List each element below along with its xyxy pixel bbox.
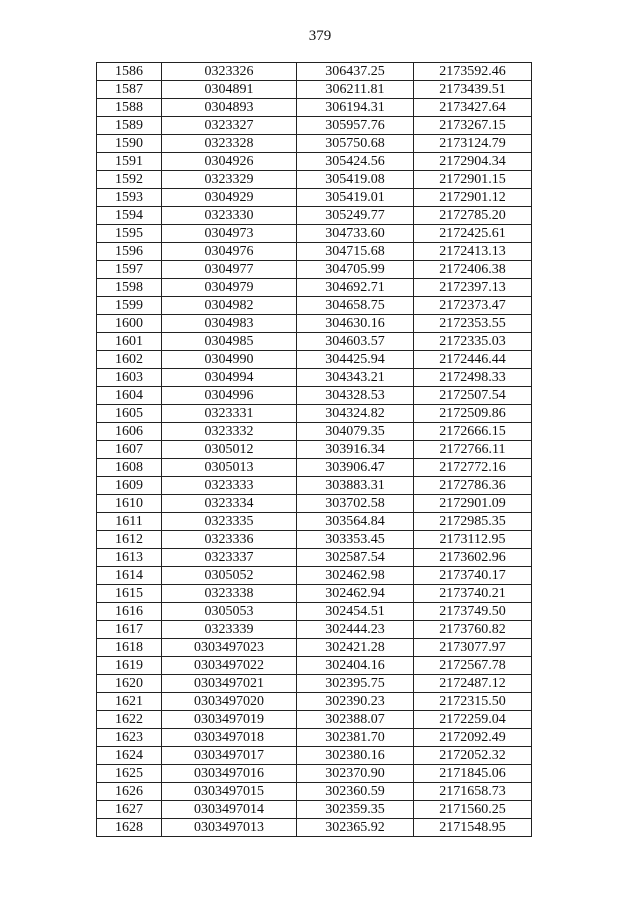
table-row [97,243,532,261]
row-number-cell: 1615 [97,585,162,603]
row-number-cell: 1605 [97,405,162,423]
y-coordinate-cell: 2171560.25 [414,801,532,819]
x-coordinate-cell: 302462.98 [297,567,414,585]
point-id-cell: 0304893 [162,99,297,117]
point-id-cell: 0305053 [162,603,297,621]
x-coordinate-cell: 302370.90 [297,765,414,783]
table-row [97,189,532,207]
x-coordinate-cell: 303702.58 [297,495,414,513]
x-coordinate-cell: 303564.84 [297,513,414,531]
table-row [97,297,532,315]
row-number-cell: 1610 [97,495,162,513]
x-coordinate-cell: 304324.82 [297,405,414,423]
x-coordinate-cell: 303916.34 [297,441,414,459]
x-coordinate-cell: 302404.16 [297,657,414,675]
point-id-cell: 0304996 [162,387,297,405]
row-number-cell: 1625 [97,765,162,783]
row-number-cell: 1626 [97,783,162,801]
point-id-cell: 0304976 [162,243,297,261]
table-row [97,819,532,837]
table-row [97,783,532,801]
y-coordinate-cell: 2173439.51 [414,81,532,99]
table-row [97,387,532,405]
point-id-cell: 0304983 [162,315,297,333]
row-number-cell: 1612 [97,531,162,549]
row-number-cell: 1593 [97,189,162,207]
x-coordinate-cell: 302462.94 [297,585,414,603]
table-row [97,261,532,279]
x-coordinate-cell: 303906.47 [297,459,414,477]
table-row [97,99,532,117]
y-coordinate-cell: 2172901.12 [414,189,532,207]
x-coordinate-cell: 304692.71 [297,279,414,297]
y-coordinate-cell: 2172335.03 [414,333,532,351]
x-coordinate-cell: 304733.60 [297,225,414,243]
x-coordinate-cell: 304328.53 [297,387,414,405]
y-coordinate-cell: 2171658.73 [414,783,532,801]
table-row [97,693,532,711]
x-coordinate-cell: 303353.45 [297,531,414,549]
y-coordinate-cell: 2172904.34 [414,153,532,171]
y-coordinate-cell: 2173077.97 [414,639,532,657]
point-id-cell: 0304926 [162,153,297,171]
y-coordinate-cell: 2173602.96 [414,549,532,567]
row-number-cell: 1603 [97,369,162,387]
point-id-cell: 0303497015 [162,783,297,801]
point-id-cell: 0323336 [162,531,297,549]
row-number-cell: 1599 [97,297,162,315]
y-coordinate-cell: 2171548.95 [414,819,532,837]
y-coordinate-cell: 2172567.78 [414,657,532,675]
y-coordinate-cell: 2172259.04 [414,711,532,729]
table-row [97,765,532,783]
row-number-cell: 1595 [97,225,162,243]
table-row [97,585,532,603]
row-number-cell: 1619 [97,657,162,675]
point-id-cell: 0303497013 [162,819,297,837]
point-id-cell: 0323331 [162,405,297,423]
row-number-cell: 1613 [97,549,162,567]
row-number-cell: 1600 [97,315,162,333]
x-coordinate-cell: 302444.23 [297,621,414,639]
row-number-cell: 1587 [97,81,162,99]
x-coordinate-cell: 304603.57 [297,333,414,351]
y-coordinate-cell: 2172509.86 [414,405,532,423]
row-number-cell: 1607 [97,441,162,459]
x-coordinate-cell: 304715.68 [297,243,414,261]
point-id-cell: 0323327 [162,117,297,135]
table-row [97,477,532,495]
table-row [97,531,532,549]
row-number-cell: 1609 [97,477,162,495]
table-row [97,279,532,297]
point-id-cell: 0304977 [162,261,297,279]
y-coordinate-cell: 2172785.20 [414,207,532,225]
y-coordinate-cell: 2173740.21 [414,585,532,603]
y-coordinate-cell: 2172373.47 [414,297,532,315]
table-row [97,369,532,387]
row-number-cell: 1621 [97,693,162,711]
row-number-cell: 1596 [97,243,162,261]
point-id-cell: 0305052 [162,567,297,585]
row-number-cell: 1606 [97,423,162,441]
point-id-cell: 0323329 [162,171,297,189]
point-id-cell: 0303497023 [162,639,297,657]
x-coordinate-cell: 302359.35 [297,801,414,819]
x-coordinate-cell: 305249.77 [297,207,414,225]
y-coordinate-cell: 2172766.11 [414,441,532,459]
y-coordinate-cell: 2172406.38 [414,261,532,279]
row-number-cell: 1592 [97,171,162,189]
y-coordinate-cell: 2172985.35 [414,513,532,531]
y-coordinate-cell: 2172507.54 [414,387,532,405]
row-number-cell: 1591 [97,153,162,171]
point-id-cell: 0304891 [162,81,297,99]
table-row [97,567,532,585]
y-coordinate-cell: 2173749.50 [414,603,532,621]
x-coordinate-cell: 302360.59 [297,783,414,801]
row-number-cell: 1614 [97,567,162,585]
point-id-cell: 0303497019 [162,711,297,729]
row-number-cell: 1624 [97,747,162,765]
y-coordinate-cell: 2172498.33 [414,369,532,387]
table-row [97,549,532,567]
row-number-cell: 1628 [97,819,162,837]
point-id-cell: 0303497020 [162,693,297,711]
table-row [97,333,532,351]
point-id-cell: 0304929 [162,189,297,207]
row-number-cell: 1597 [97,261,162,279]
table-row [97,81,532,99]
table-row [97,405,532,423]
point-id-cell: 0323335 [162,513,297,531]
x-coordinate-cell: 304425.94 [297,351,414,369]
point-id-cell: 0323328 [162,135,297,153]
table-row [97,657,532,675]
row-number-cell: 1618 [97,639,162,657]
table-row [97,675,532,693]
table-row [97,153,532,171]
table-row [97,801,532,819]
table-row [97,423,532,441]
point-id-cell: 0303497021 [162,675,297,693]
table-body [97,63,532,837]
y-coordinate-cell: 2172666.15 [414,423,532,441]
x-coordinate-cell: 305750.68 [297,135,414,153]
table-row [97,495,532,513]
y-coordinate-cell: 2173592.46 [414,63,532,81]
point-id-cell: 0303497018 [162,729,297,747]
point-id-cell: 0305012 [162,441,297,459]
row-number-cell: 1588 [97,99,162,117]
point-id-cell: 0323332 [162,423,297,441]
y-coordinate-cell: 2172425.61 [414,225,532,243]
x-coordinate-cell: 302395.75 [297,675,414,693]
row-number-cell: 1627 [97,801,162,819]
x-coordinate-cell: 304343.21 [297,369,414,387]
point-id-cell: 0323334 [162,495,297,513]
point-id-cell: 0303497014 [162,801,297,819]
table-row [97,711,532,729]
row-number-cell: 1586 [97,63,162,81]
point-id-cell: 0303497022 [162,657,297,675]
row-number-cell: 1622 [97,711,162,729]
x-coordinate-cell: 302380.16 [297,747,414,765]
y-coordinate-cell: 2172487.12 [414,675,532,693]
table-row [97,747,532,765]
row-number-cell: 1623 [97,729,162,747]
row-number-cell: 1598 [97,279,162,297]
y-coordinate-cell: 2173740.17 [414,567,532,585]
row-number-cell: 1589 [97,117,162,135]
table-row [97,441,532,459]
y-coordinate-cell: 2172772.16 [414,459,532,477]
point-id-cell: 0303497017 [162,747,297,765]
table-row [97,207,532,225]
row-number-cell: 1616 [97,603,162,621]
point-id-cell: 0323330 [162,207,297,225]
x-coordinate-cell: 302388.07 [297,711,414,729]
y-coordinate-cell: 2172901.09 [414,495,532,513]
point-id-cell: 0304985 [162,333,297,351]
x-coordinate-cell: 305419.01 [297,189,414,207]
x-coordinate-cell: 304705.99 [297,261,414,279]
y-coordinate-cell: 2171845.06 [414,765,532,783]
y-coordinate-cell: 2172446.44 [414,351,532,369]
x-coordinate-cell: 302381.70 [297,729,414,747]
table-row [97,351,532,369]
x-coordinate-cell: 302365.92 [297,819,414,837]
point-id-cell: 0323337 [162,549,297,567]
x-coordinate-cell: 305957.76 [297,117,414,135]
x-coordinate-cell: 305424.56 [297,153,414,171]
x-coordinate-cell: 303883.31 [297,477,414,495]
x-coordinate-cell: 302454.51 [297,603,414,621]
row-number-cell: 1602 [97,351,162,369]
point-id-cell: 0304990 [162,351,297,369]
x-coordinate-cell: 302587.54 [297,549,414,567]
row-number-cell: 1604 [97,387,162,405]
row-number-cell: 1617 [97,621,162,639]
y-coordinate-cell: 2172786.36 [414,477,532,495]
point-id-cell: 0304982 [162,297,297,315]
point-id-cell: 0304973 [162,225,297,243]
table-row [97,513,532,531]
page-number: 379 [308,28,332,44]
y-coordinate-cell: 2173124.79 [414,135,532,153]
point-id-cell: 0323333 [162,477,297,495]
x-coordinate-cell: 304630.16 [297,315,414,333]
x-coordinate-cell: 302390.23 [297,693,414,711]
table-row [97,63,532,81]
table-row [97,639,532,657]
y-coordinate-cell: 2173760.82 [414,621,532,639]
point-id-cell: 0304994 [162,369,297,387]
table-row [97,135,532,153]
x-coordinate-cell: 304079.35 [297,423,414,441]
point-id-cell: 0305013 [162,459,297,477]
y-coordinate-cell: 2172901.15 [414,171,532,189]
row-number-cell: 1608 [97,459,162,477]
point-id-cell: 0304979 [162,279,297,297]
y-coordinate-cell: 2172413.13 [414,243,532,261]
x-coordinate-cell: 306211.81 [297,81,414,99]
y-coordinate-cell: 2173112.95 [414,531,532,549]
y-coordinate-cell: 2173267.15 [414,117,532,135]
point-id-cell: 0323339 [162,621,297,639]
row-number-cell: 1601 [97,333,162,351]
table-row [97,459,532,477]
row-number-cell: 1611 [97,513,162,531]
point-id-cell: 0323326 [162,63,297,81]
table-row [97,315,532,333]
y-coordinate-cell: 2172353.55 [414,315,532,333]
table-row [97,117,532,135]
table-row [97,603,532,621]
x-coordinate-cell: 305419.08 [297,171,414,189]
coordinates-table [96,62,532,837]
x-coordinate-cell: 302421.28 [297,639,414,657]
y-coordinate-cell: 2172315.50 [414,693,532,711]
table-row [97,171,532,189]
x-coordinate-cell: 306437.25 [297,63,414,81]
x-coordinate-cell: 306194.31 [297,99,414,117]
x-coordinate-cell: 304658.75 [297,297,414,315]
row-number-cell: 1620 [97,675,162,693]
y-coordinate-cell: 2172092.49 [414,729,532,747]
row-number-cell: 1594 [97,207,162,225]
point-id-cell: 0323338 [162,585,297,603]
table-row [97,621,532,639]
y-coordinate-cell: 2173427.64 [414,99,532,117]
row-number-cell: 1590 [97,135,162,153]
point-id-cell: 0303497016 [162,765,297,783]
table-row [97,729,532,747]
table-row [97,225,532,243]
y-coordinate-cell: 2172052.32 [414,747,532,765]
y-coordinate-cell: 2172397.13 [414,279,532,297]
